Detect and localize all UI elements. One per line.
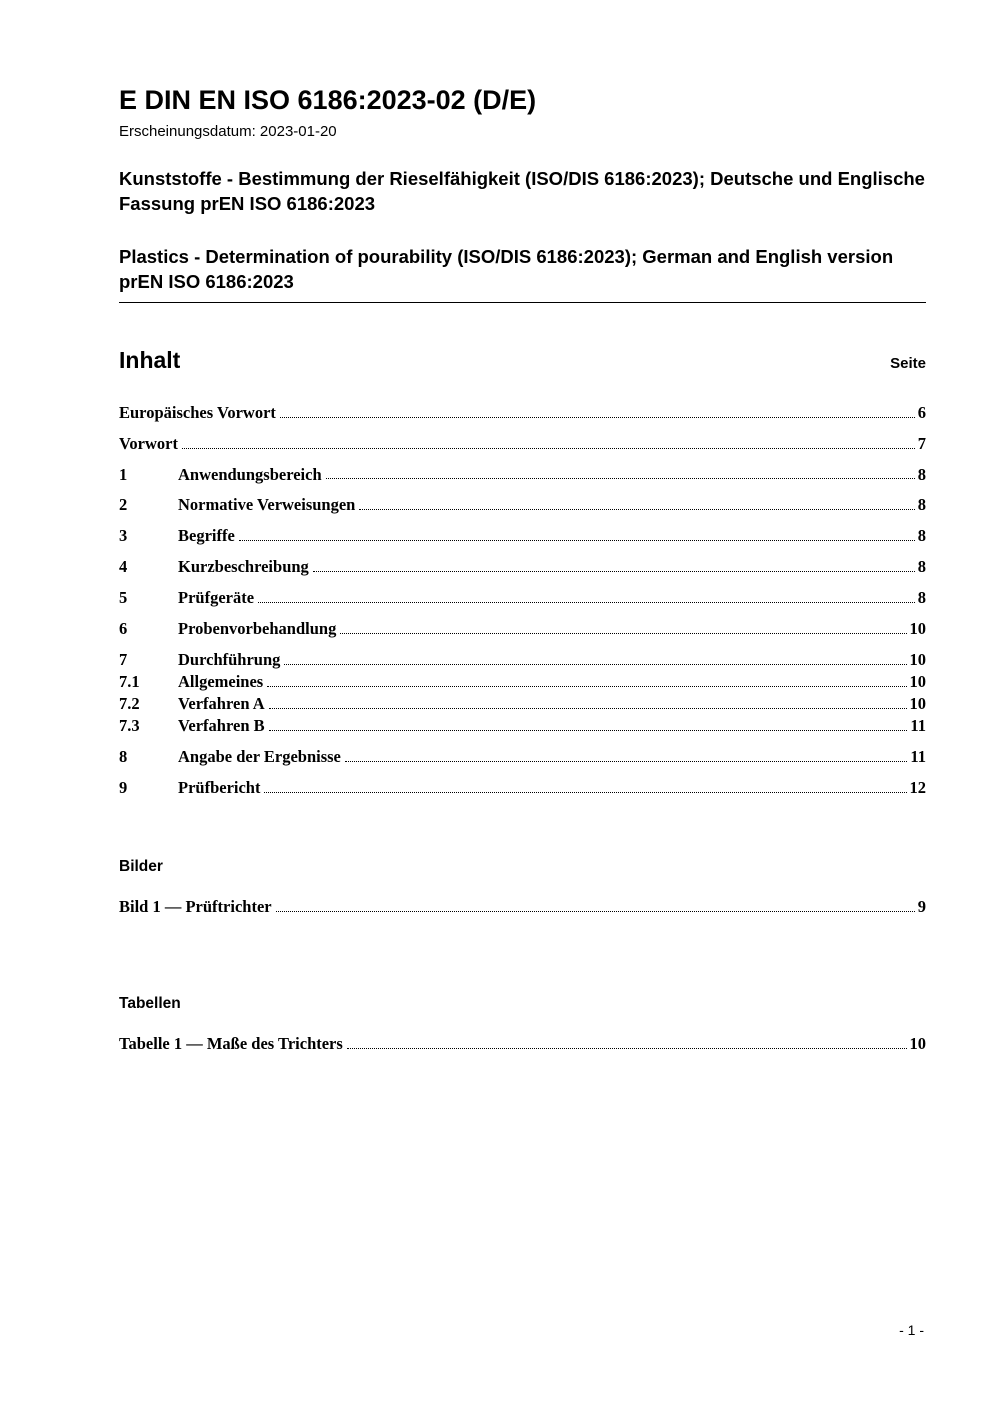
toc-leader-dots [276, 911, 915, 912]
toc-entry[interactable] [119, 695, 926, 714]
title-german: Kunststoffe - Bestimmung der Rieselfähigkeit (ISO/DIS 6186:2023); Deutsche und Englische Fassung prEN ISO 6186:2023 [119, 167, 925, 214]
toc-entry[interactable] [119, 558, 926, 577]
toc-entry-number: 6 [119, 619, 128, 639]
toc-entry-page: 10 [909, 650, 926, 670]
toc-entry-number: 7.2 [119, 694, 140, 714]
toc-leader-dots [258, 602, 915, 603]
toc-entry-label: Probenvorbehandlung [178, 619, 337, 639]
toc-entry-label: Durchführung [178, 650, 281, 670]
toc-entry-page: 8 [917, 557, 926, 577]
toc-entry-number: 8 [119, 747, 128, 767]
toc-leader-dots [269, 730, 908, 731]
toc-entry-number: 4 [119, 557, 128, 577]
toc-entry-number: 7.1 [119, 672, 140, 692]
toc-entry-page: 8 [917, 495, 926, 515]
toc-entry-number: 5 [119, 588, 128, 608]
toc-entry-number: 9 [119, 778, 128, 798]
figure-entry[interactable] [119, 898, 926, 917]
toc-entry-label: Verfahren B [178, 716, 265, 736]
toc-leader-dots [267, 686, 906, 687]
toc-entry-label: Normative Verweisungen [178, 495, 356, 515]
toc-header [119, 347, 926, 374]
toc-entry[interactable] [119, 435, 926, 454]
toc-entry-page: 8 [917, 526, 926, 546]
toc-entry-label: Europäisches Vorwort [119, 402, 276, 422]
toc-entry-page: 10 [909, 619, 926, 639]
table-entry[interactable] [119, 1035, 926, 1054]
toc-leader-dots [313, 571, 915, 572]
toc-leader-dots [326, 478, 915, 479]
toc-entry-label: Anwendungsbereich [178, 464, 322, 484]
toc-entry-number: 2 [119, 495, 128, 515]
toc-page-column-label: Seite [890, 354, 926, 372]
toc-leader-dots [340, 633, 906, 634]
toc-entry-label: Prüfgeräte [178, 588, 255, 608]
toc-leader-dots [280, 417, 915, 418]
tables-heading: Tabellen [119, 995, 181, 1013]
figure-entry-label: Bild 1 — Prüftrichter [119, 897, 272, 917]
toc-entry-page: 12 [909, 778, 926, 798]
toc-entry[interactable] [119, 717, 926, 736]
toc-entry[interactable] [119, 748, 926, 767]
toc-entry-page: 11 [910, 747, 926, 767]
toc-entry-page: 10 [909, 672, 926, 692]
toc-entry-page: 6 [917, 402, 926, 422]
toc-entry[interactable] [119, 496, 926, 515]
title-english: Plastics - Determination of pourability (ISO/DIS 6186:2023); German and English version prEN ISO 6186:2023 [119, 245, 926, 303]
toc-entry-label: Prüfbericht [178, 778, 261, 798]
toc-entry-page: 10 [909, 694, 926, 714]
table-entry-label: Tabelle 1 — Maße des Trichters [119, 1034, 343, 1054]
toc-entry[interactable] [119, 589, 926, 608]
toc-entry[interactable] [119, 620, 926, 639]
toc-entry-page: 11 [910, 716, 926, 736]
toc-leader-dots [359, 509, 914, 510]
toc-leader-dots [239, 540, 915, 541]
toc-entry[interactable] [119, 527, 926, 546]
toc-entry-number: 1 [119, 464, 128, 484]
figures-heading: Bilder [119, 858, 163, 876]
toc-entry-label: Begriffe [178, 526, 235, 546]
toc-entry-page: 7 [917, 433, 926, 453]
toc-entry-page: 8 [917, 588, 926, 608]
toc-list [119, 404, 926, 799]
toc-entry-label: Kurzbeschreibung [178, 557, 309, 577]
toc-entry-page: 8 [917, 464, 926, 484]
table-entry-page: 10 [909, 1034, 926, 1054]
toc-leader-dots [269, 708, 907, 709]
toc-leader-dots [264, 792, 906, 793]
toc-entry-label: Vorwort [119, 433, 178, 453]
toc-entry[interactable] [119, 779, 926, 798]
toc-entry-number: 3 [119, 526, 128, 546]
release-date: Erscheinungsdatum: 2023-01-20 [119, 122, 337, 140]
toc-entry[interactable] [119, 651, 926, 670]
toc-entry-label: Verfahren A [178, 694, 265, 714]
toc-entry-label: Allgemeines [178, 672, 264, 692]
toc-entry-number: 7.3 [119, 716, 140, 736]
toc-entry[interactable] [119, 466, 926, 485]
toc-entry-label: Angabe der Ergebnisse [178, 747, 341, 767]
toc-leader-dots [345, 761, 908, 762]
toc-leader-dots [182, 448, 915, 449]
toc-entry[interactable] [119, 673, 926, 692]
document-number: E DIN EN ISO 6186:2023-02 (D/E) [119, 85, 537, 115]
toc-leader-dots [284, 664, 906, 665]
toc-heading: Inhalt [119, 346, 181, 373]
toc-leader-dots [347, 1048, 907, 1049]
page-number-footer: - 1 - [899, 1322, 924, 1338]
figure-entry-page: 9 [917, 897, 926, 917]
toc-entry-number: 7 [119, 650, 128, 670]
toc-entry[interactable] [119, 404, 926, 423]
